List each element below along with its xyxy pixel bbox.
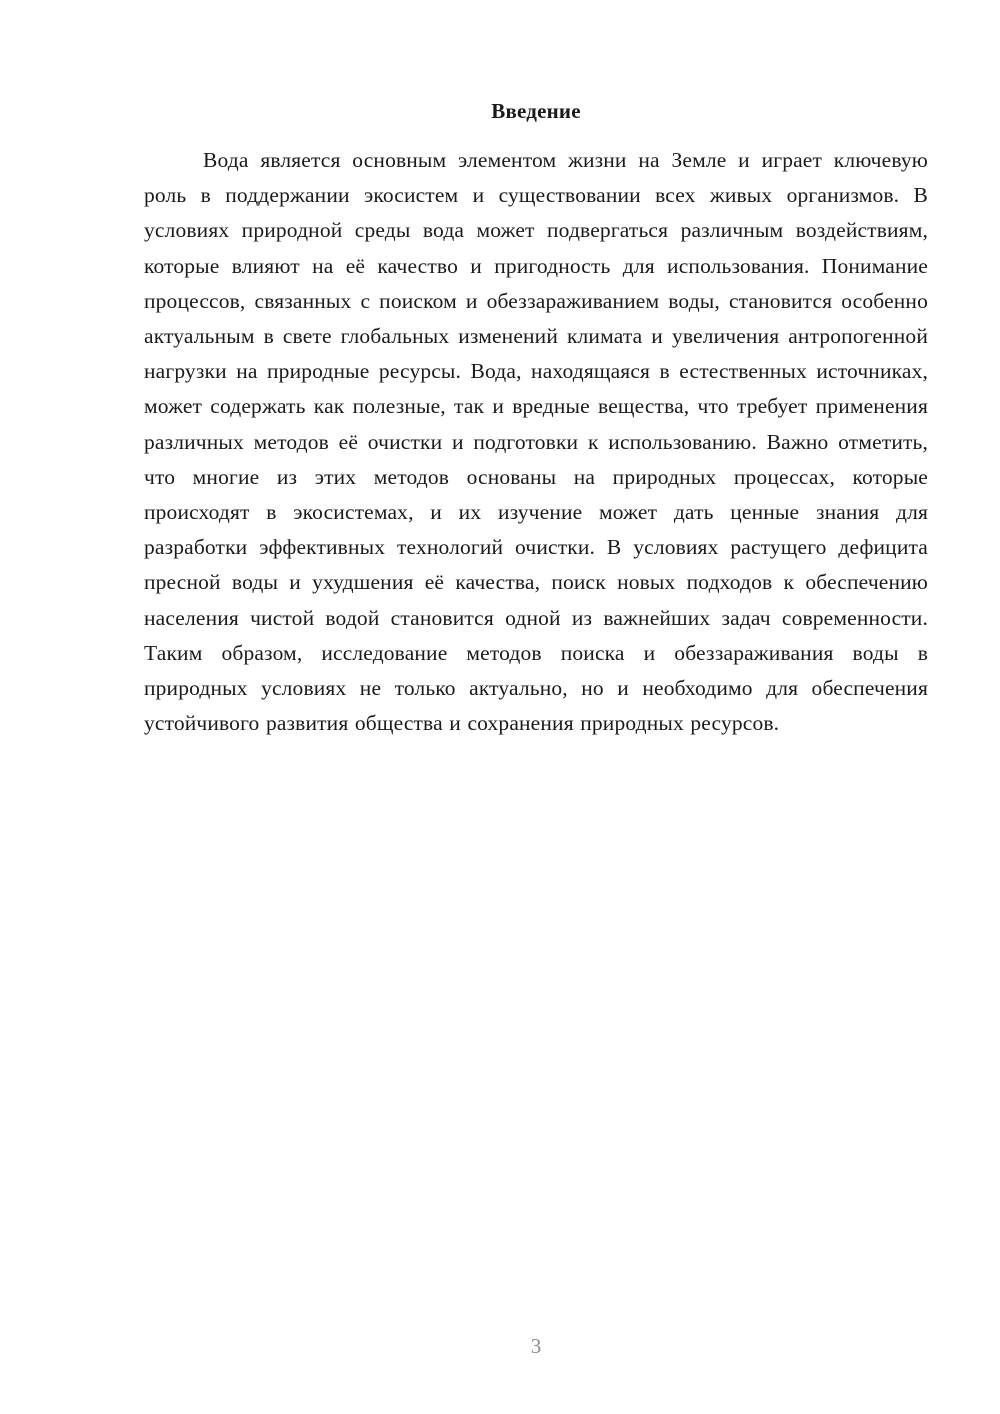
page-number: 3 [530,1334,542,1358]
body-paragraph: Вода является основным элементом жизни на Земле и играет ключевую роль в поддержании экосистем и существовании всех живых организмов. В условиях природной среды вода может подвергаться различным воздействиям, которые влияют на её качество и пригодность для использования. Понимание процессов, связанных с поиском и обеззараживанием воды, становится особенно актуальным в свете глобальных изменений климата и увеличения антропогенной нагрузки на природные ресурсы. Вода, находящаяся в естественных источниках, может содержать как полезные, так и вредные вещества, что требует применения различных методов её очистки и подготовки к использованию. Важно отметить, что многие из этих методов основаны на природных процессах, которые происходят в экосистемах, и их изучение может дать ценные знания для разработки эффективных технологий очистки. В условиях растущего дефицита пресной воды и ухудшения её качества, поиск новых подходов к обеспечению населения чистой водой становится одной из важнейших задач современности. Таким образом, исследование методов поиска и обеззараживания воды в природных условиях не только актуально, но и необходимо для обеспечения устойчивого развития общества и сохранения природных ресурсов. [144,148,928,736]
section-heading: Введение [491,99,581,123]
